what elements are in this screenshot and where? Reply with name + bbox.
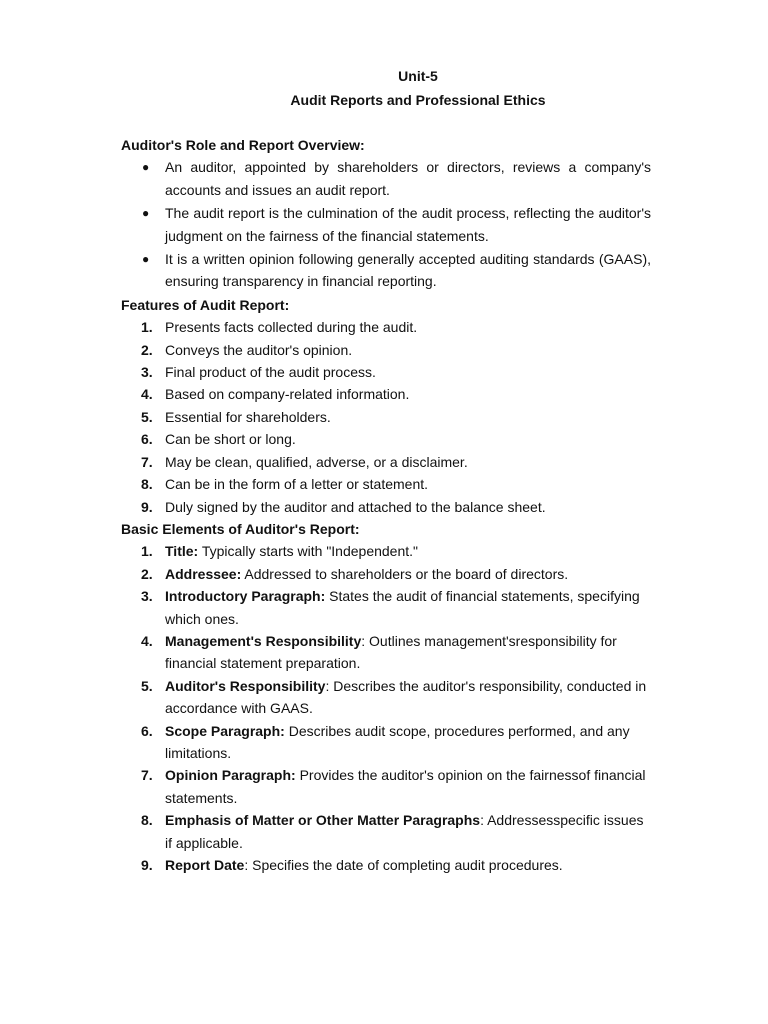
element-term: Opinion Paragraph: <box>165 767 296 784</box>
list-item <box>121 316 651 338</box>
list-item <box>121 451 651 473</box>
unit-label: Unit-5 <box>398 68 438 84</box>
element-term: Management's Responsibility <box>165 632 362 649</box>
element-description: : Outlines management'sresponsibility for financial statement preparation. <box>165 632 617 672</box>
bullet-icon: ● <box>142 206 150 221</box>
element-description: Addressed to shareholders or the board of directors. <box>241 565 569 582</box>
list-item <box>121 383 651 405</box>
list-item-text: May be clean, qualified, adverse, or a disclaimer. <box>165 453 468 470</box>
list-item <box>121 361 651 383</box>
list-item <box>121 428 651 450</box>
list-item-text: Duly signed by the auditor and attached to the balance sheet. <box>165 498 546 515</box>
list-item <box>121 675 651 720</box>
item-number: 1. <box>141 543 153 560</box>
section-heading-role: Auditor's Role and Report Overview: <box>121 137 365 153</box>
list-item <box>121 406 651 428</box>
section-heading-elements: Basic Elements of Auditor's Report: <box>121 520 360 537</box>
section-heading-features: Features of Audit Report: <box>121 296 290 313</box>
item-number: 9. <box>141 498 153 515</box>
item-number: 5. <box>141 408 153 425</box>
item-number: 7. <box>141 767 153 784</box>
list-item <box>121 585 651 630</box>
list-item <box>121 563 651 585</box>
item-number: 3. <box>141 588 153 605</box>
item-number: 9. <box>141 857 153 873</box>
element-term: Scope Paragraph: <box>165 722 285 739</box>
list-item-text: Based on company-related information. <box>165 386 410 403</box>
item-number: 2. <box>141 565 153 582</box>
list-item-text: Can be in the form of a letter or statement. <box>165 476 429 493</box>
element-description: Provides the auditor's opinion on the fairnessof financial statements. <box>165 767 646 806</box>
list-item <box>121 339 651 361</box>
list-item <box>121 496 651 518</box>
element-description: : Describes the auditor's responsibility, conducted in accordance with GAAS. <box>165 677 647 717</box>
list-item <box>121 540 651 562</box>
element-term: Auditor's Responsibility <box>165 677 326 694</box>
element-description: : Addressesspecific issues if applicable. <box>165 812 644 851</box>
item-number: 4. <box>141 632 153 649</box>
element-term: Title: <box>165 543 199 560</box>
list-item-text: It is a written opinion following generally accepted auditing standards (GAAS), ensuring transparency in financial reporting. <box>165 251 651 290</box>
element-term: Emphasis of Matter or Other Matter Paragraphs <box>165 812 481 829</box>
item-number: 4. <box>141 386 153 403</box>
item-number: 2. <box>141 341 153 358</box>
bullet-icon: ● <box>142 160 150 175</box>
item-number: 6. <box>141 431 153 448</box>
list-item-text: Can be short or long. <box>165 431 296 448</box>
document-body <box>121 134 651 876</box>
list-item-text: Presents facts collected during the audit. <box>165 319 418 336</box>
list-item <box>121 248 651 293</box>
list-item <box>121 156 651 201</box>
list-item-text: Conveys the auditor's opinion. <box>165 341 353 358</box>
item-number: 5. <box>141 677 153 694</box>
list-item-text: Final product of the audit process. <box>165 364 376 381</box>
features-list <box>121 316 651 518</box>
list-item <box>121 854 651 876</box>
list-item-text: Essential for shareholders. <box>165 408 331 425</box>
document-title: Audit Reports and Professional Ethics <box>290 92 546 108</box>
item-number: 7. <box>141 453 153 470</box>
item-number: 6. <box>141 722 153 739</box>
element-term: Introductory Paragraph: <box>165 588 326 605</box>
item-number: 1. <box>141 319 153 336</box>
list-item <box>121 764 651 809</box>
element-description: Typically starts with "Independent." <box>198 543 418 560</box>
list-item <box>121 720 651 765</box>
item-number: 8. <box>141 476 153 493</box>
list-item-text: The audit report is the culmination of the audit process, reflecting the auditor's judgment on the fairness of the financial statements. <box>165 205 651 244</box>
item-number: 8. <box>141 812 153 829</box>
item-number: 3. <box>141 364 153 381</box>
elements-list <box>121 540 651 876</box>
list-item <box>121 473 651 495</box>
list-item <box>121 630 651 675</box>
list-item <box>121 809 651 854</box>
element-description: Describes audit scope, procedures performed, and any limitations. <box>165 722 630 761</box>
element-term: Report Date <box>165 857 245 873</box>
element-description: States the audit of financial statements, specifying which ones. <box>165 588 640 627</box>
document-header <box>0 64 768 112</box>
role-bullet-list <box>121 156 651 292</box>
list-item-text: An auditor, appointed by shareholders or directors, reviews a company's accounts and issues an audit report. <box>165 159 651 198</box>
bullet-icon: ● <box>142 252 150 267</box>
element-term: Addressee: <box>165 565 242 582</box>
list-item <box>121 202 651 247</box>
element-description: : Specifies the date of completing audit procedures. <box>244 857 563 873</box>
